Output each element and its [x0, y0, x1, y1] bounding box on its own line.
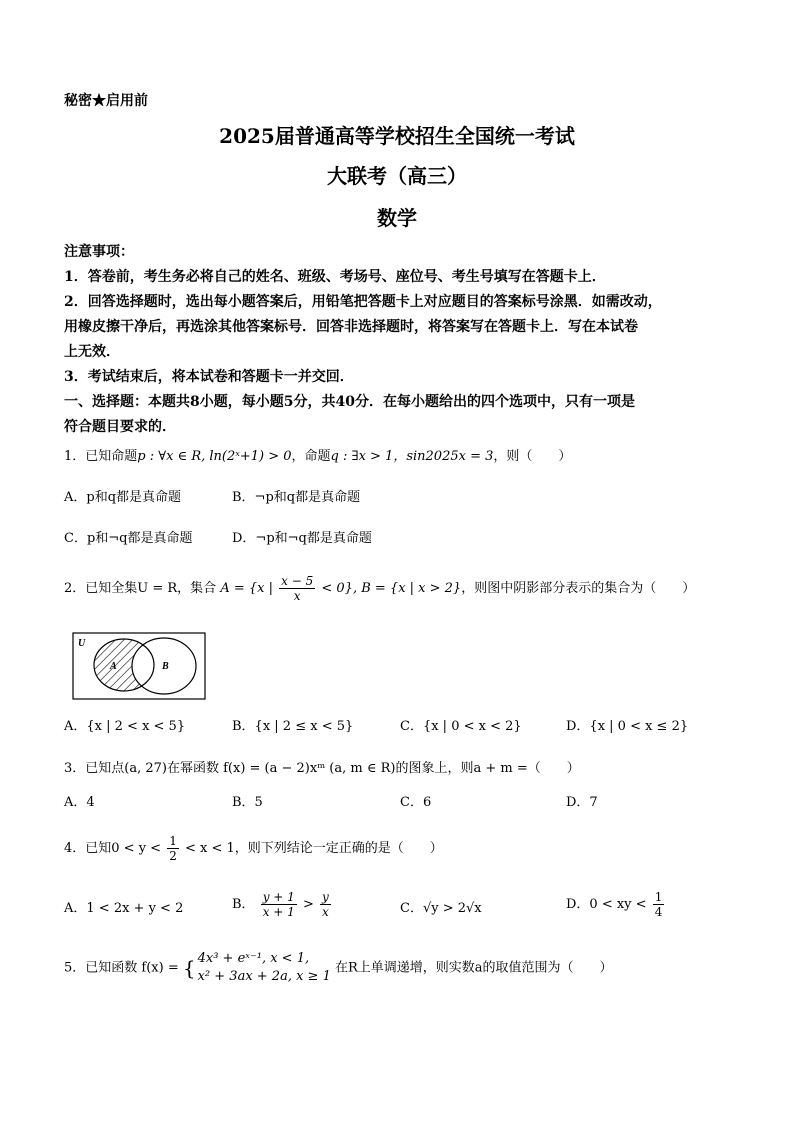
question-1-stem — [64, 446, 744, 468]
q2-set-a-fraction — [279, 574, 315, 603]
q5-suffix: 在R上单调递增，则实数a的取值范围为（ ） — [335, 960, 613, 976]
q4-option-a[interactable]: A．1 < 2x + y < 2 — [64, 901, 184, 916]
q1-option-c[interactable]: C．p和¬q都是真命题 — [64, 531, 193, 546]
venn-label-u: U — [78, 638, 86, 649]
q4-fraction-numerator: 1 — [169, 834, 177, 848]
q5-piecewise — [198, 950, 331, 986]
q2-option-c[interactable]: C．{x | 0 < x < 2} — [400, 719, 522, 734]
notice-item-1: 1．答卷前，考生务必将自己的姓名、班级、考场号、座位号、考生号填写在答题卡上． — [64, 269, 606, 285]
q4-fraction — [167, 834, 179, 863]
confidential-label: 秘密★启用前 — [64, 93, 148, 109]
q4-option-b-fraction-2 — [320, 890, 331, 919]
exam-title: 2025届普通高等学校招生全国统一考试 — [219, 124, 575, 148]
question-2-stem — [64, 574, 744, 603]
q4-option-b[interactable] — [232, 890, 333, 919]
q5-case-2: x² + 3ax + 2a, x ≥ 1 — [197, 969, 331, 984]
question-3-stem: 3．已知点(a, 27)在幂函数 f(x) = (a − 2)xᵐ (a, m ∈ R)的图象上，则a + m =（ ） — [64, 761, 580, 776]
notice-item-2-line2: 用橡皮擦干净后，再选涂其他答案标号．回答非选择题时，将答案写在答题卡上．写在本试卷 — [64, 319, 638, 335]
q2-option-b[interactable]: B．{x | 2 ≤ x < 5} — [232, 719, 354, 734]
q3-option-c[interactable]: C．6 — [400, 795, 432, 810]
q3-option-d[interactable]: D．7 — [566, 795, 598, 810]
q4-d-num: 1 — [654, 890, 663, 904]
q2-option-d[interactable]: D．{x | 0 < x ≤ 2} — [566, 719, 689, 734]
q1-option-b[interactable]: B．¬p和q都是真命题 — [232, 490, 361, 505]
q1-suffix: ，则（ ） — [493, 449, 572, 464]
venn-label-b: B — [162, 661, 169, 672]
exam-subtitle: 大联考（高三） — [327, 164, 467, 188]
q1-proposition-p: p : ∀x ∈ R, ln(2ˣ+1) > 0 — [137, 449, 292, 464]
notice-item-3: 3．考试结束后，将本试卷和答题卡一并交回． — [64, 369, 354, 385]
q4-option-d-fraction — [653, 890, 665, 919]
q3-option-a[interactable]: A．4 — [64, 795, 95, 810]
q1-option-d[interactable]: D．¬p和¬q都是真命题 — [232, 531, 372, 546]
q2-prefix: 2．已知全集U = R，集合 — [64, 581, 217, 596]
q4-b-den2: x — [322, 905, 329, 919]
q4-d-den: 4 — [654, 905, 663, 919]
q4-option-b-label: B． — [232, 897, 255, 912]
venn-diagram — [72, 632, 208, 702]
question-5-stem — [64, 950, 744, 986]
q2-set-a-left: A = {x | — [220, 581, 273, 596]
q2-set-a-right: < 0} — [321, 581, 353, 596]
q5-brace-icon: { — [182, 956, 196, 980]
notice-item-2-line3: 上无效． — [64, 344, 120, 360]
q4-option-c[interactable]: C．√y > 2√x — [400, 901, 482, 916]
q2-fraction-denominator: x — [293, 589, 301, 603]
q4-suffix: < x < 1，则下列结论一定正确的是（ ） — [185, 841, 443, 856]
q4-option-b-operator: > — [302, 897, 314, 912]
q4-option-b-fraction-1 — [261, 890, 297, 919]
q4-b-num2: y — [322, 890, 329, 904]
q1-option-a[interactable]: A．p和q都是真命题 — [64, 490, 182, 505]
q1-mid: ，命题 — [291, 449, 331, 464]
notice-heading: 注意事项： — [64, 244, 134, 260]
q3-option-b[interactable]: B．5 — [232, 795, 263, 810]
subject-title: 数学 — [377, 206, 417, 230]
q4-b-den1: x + 1 — [262, 905, 295, 919]
q1-prefix: 1．已知命题 — [64, 449, 138, 464]
q5-case-1: 4x³ + eˣ⁻¹, x < 1, — [197, 951, 310, 966]
venn-label-a: A — [110, 661, 117, 672]
q4-option-d-prefix: D．0 < xy < — [566, 897, 647, 912]
q2-option-a[interactable]: A．{x | 2 < x < 5} — [64, 719, 186, 734]
section-heading-line2: 符合题目要求的． — [64, 419, 176, 435]
q2-suffix: ，则图中阴影部分表示的集合为（ ） — [461, 581, 696, 596]
q5-prefix: 5．已知函数 f(x) = — [64, 960, 179, 976]
q2-set-b: , B = {x | x > 2} — [352, 581, 462, 596]
q4-fraction-denominator: 2 — [169, 849, 177, 863]
question-4-stem — [64, 834, 744, 863]
q4-option-d[interactable] — [566, 890, 666, 919]
q4-prefix: 4．已知0 < y < — [64, 841, 162, 856]
q2-fraction-numerator: x − 5 — [281, 574, 314, 588]
q1-proposition-q: q : ∃x > 1，sin2025x = 3 — [330, 449, 494, 464]
section-heading-line1: 一、选择题：本题共8小题，每小题5分，共40分．在每小题给出的四个选项中，只有一项是 — [64, 394, 635, 410]
notice-item-2-line1: 2．回答选择题时，选出每小题答案后，用铅笔把答题卡上对应题目的答案标号涂黑．如需改动， — [64, 294, 662, 310]
q4-b-num1: y + 1 — [262, 890, 295, 904]
